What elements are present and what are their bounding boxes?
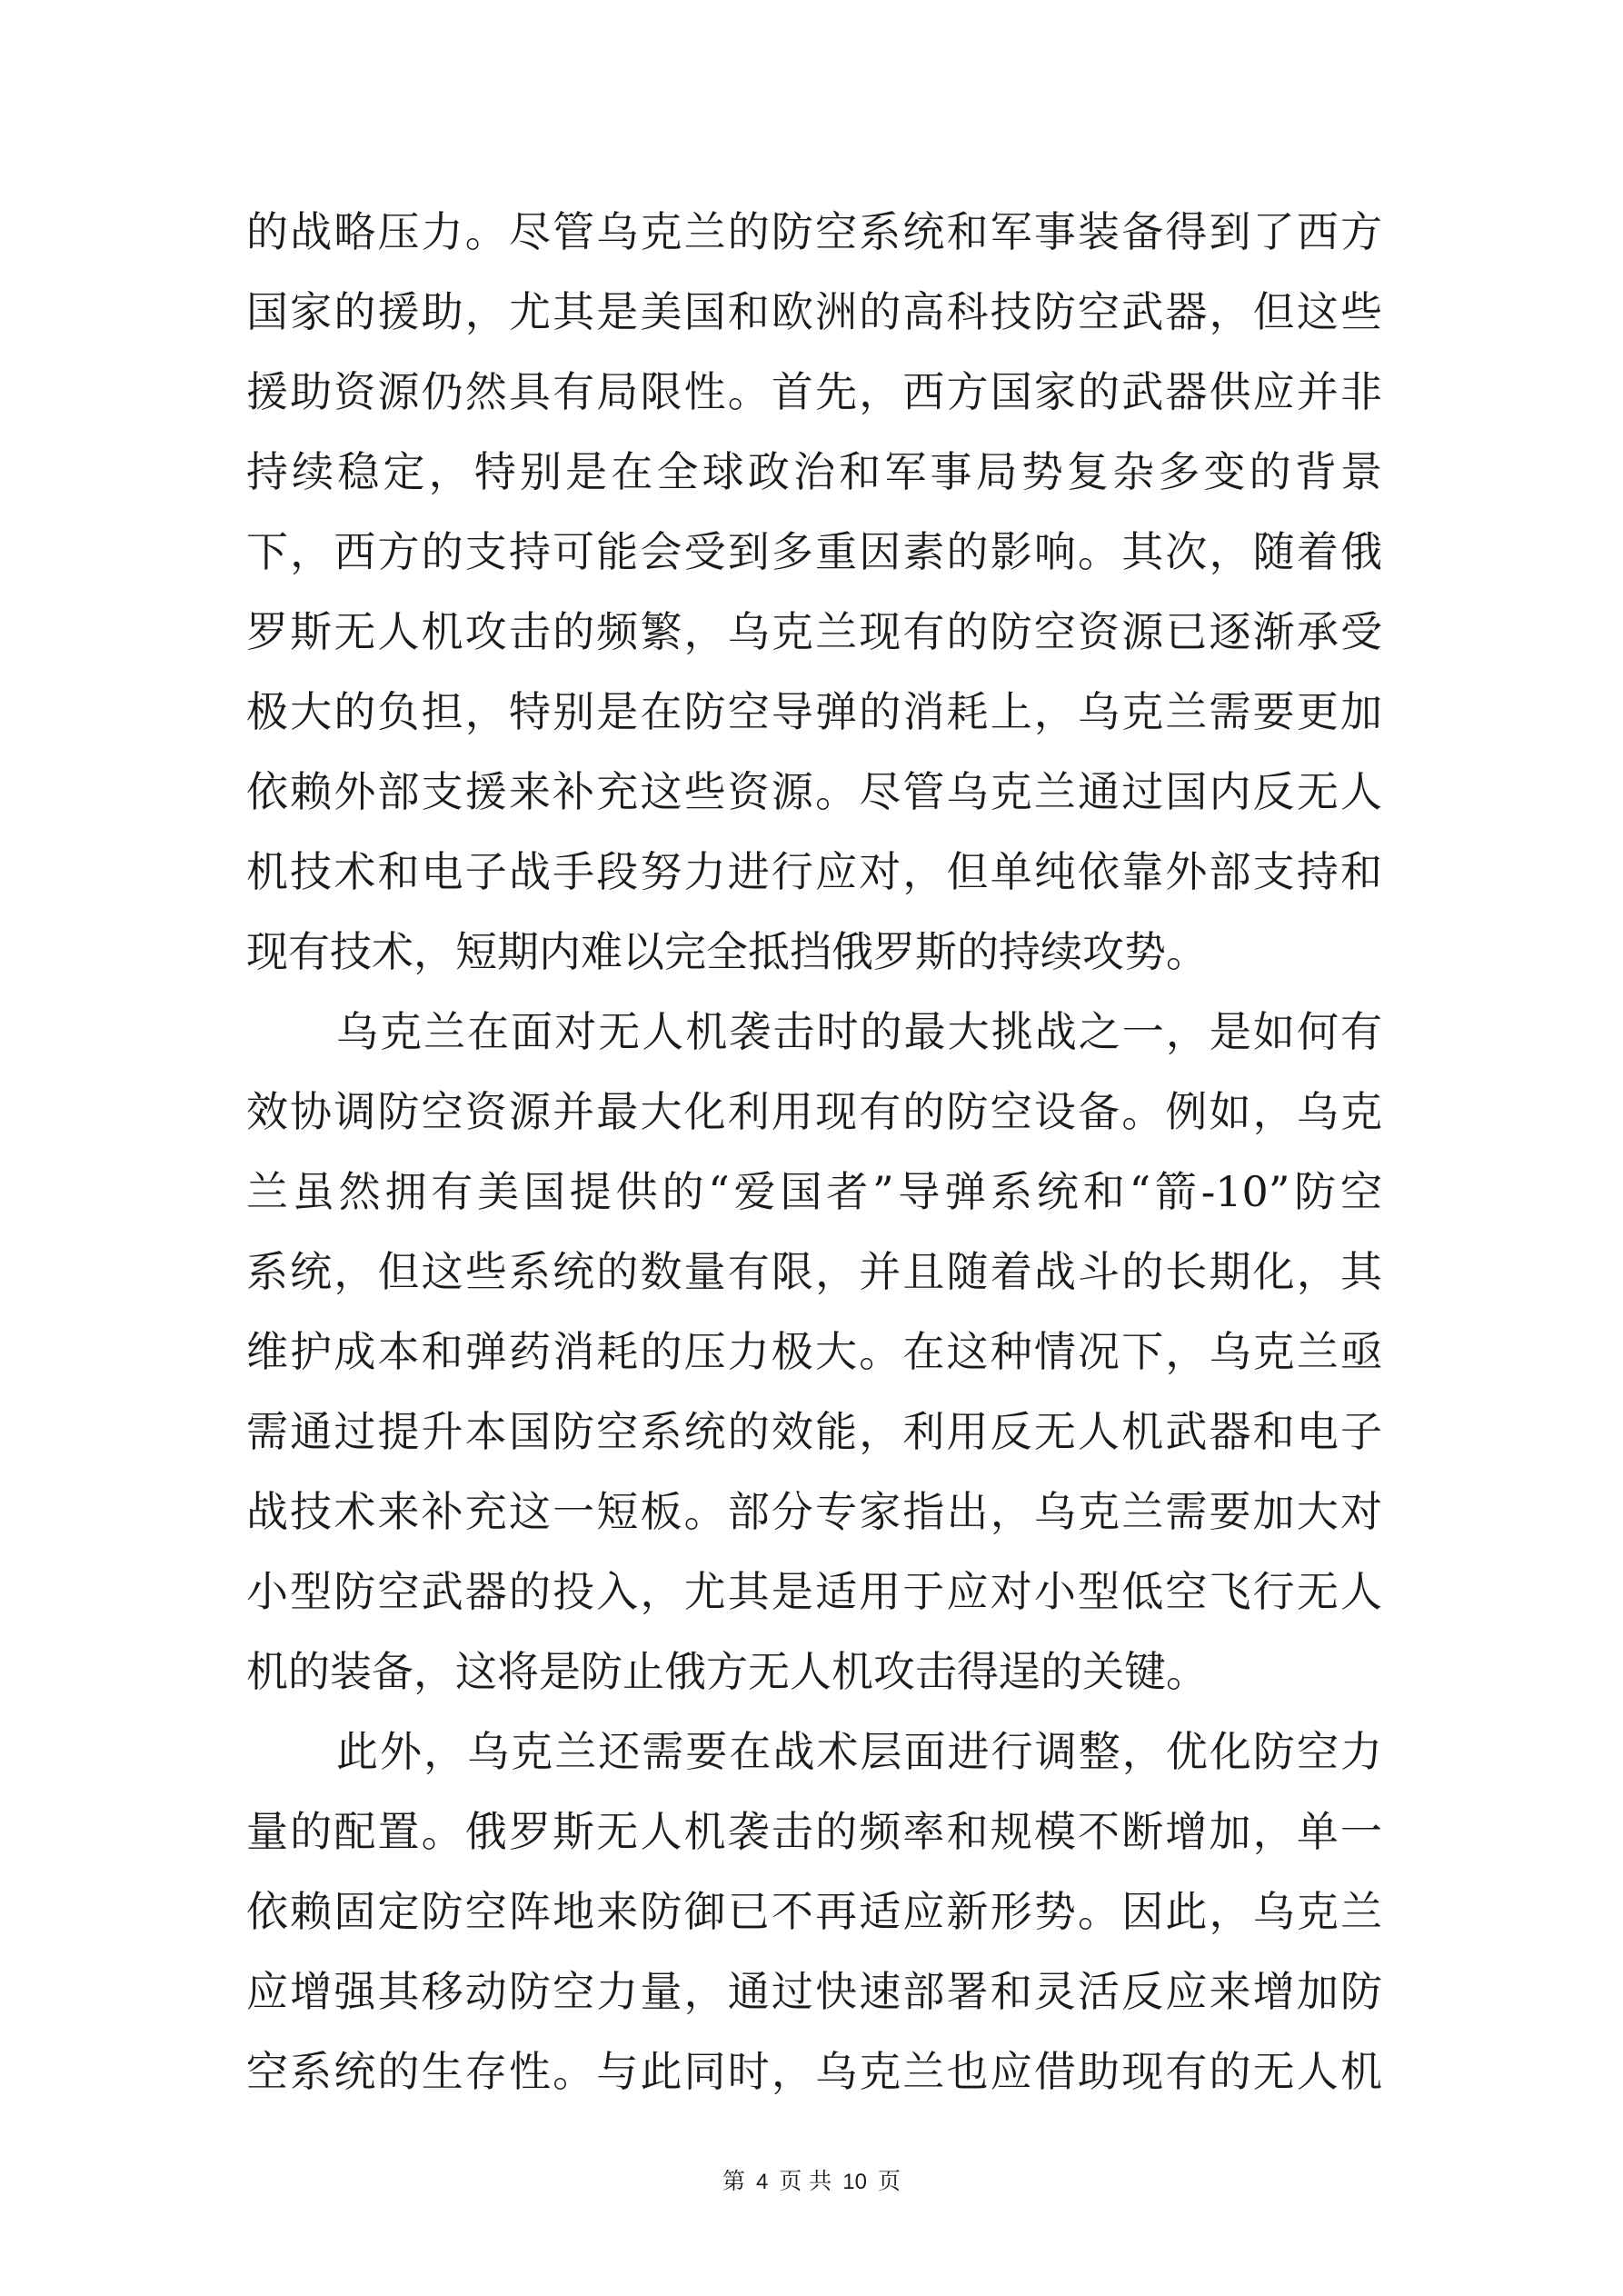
paragraph-2-line-2: 效协调防空资源并最大化利用现有的防空设备。例如，乌克 <box>246 1087 1382 1136</box>
paragraph-2-line-1: 乌克兰在面对无人机袭击时的最大挑战之一，是如何有 <box>336 1007 1382 1056</box>
paragraph-2-line-9: 机的装备，这将是防止俄方无人机攻击得逞的关键。 <box>246 1647 1208 1696</box>
paragraph-3-line-3: 依赖固定防空阵地来防御已不再适应新形势。因此，乌克兰 <box>246 1887 1382 1936</box>
footer-middle: 页 共 <box>779 2168 832 2194</box>
paragraph-1-line-10: 现有技术，短期内难以完全抵挡俄罗斯的持续攻势。 <box>246 927 1208 976</box>
paragraph-3-line-2: 量的配置。俄罗斯无人机袭击的频率和规模不断增加，单一 <box>246 1807 1382 1856</box>
footer-suffix: 页 <box>878 2168 901 2194</box>
paragraph-1-line-3: 援助资源仍然具有局限性。首先，西方国家的武器供应并非 <box>246 367 1382 416</box>
paragraph-1-line-4: 持续稳定，特别是在全球政治和军事局势复杂多变的背景 <box>246 447 1382 496</box>
paragraph-1-line-6: 罗斯无人机攻击的频繁，乌克兰现有的防空资源已逐渐承受 <box>246 607 1382 656</box>
paragraph-1-line-2: 国家的援助，尤其是美国和欧洲的高科技防空武器，但这些 <box>246 287 1382 336</box>
paragraph-2-line-8: 小型防空武器的投入，尤其是适用于应对小型低空飞行无人 <box>246 1567 1382 1616</box>
paragraph-2-line-5: 维护成本和弹药消耗的压力极大。在这种情况下，乌克兰亟 <box>246 1327 1382 1376</box>
paragraph-2-line-7: 战技术来补充这一短板。部分专家指出，乌克兰需要加大对 <box>246 1487 1382 1536</box>
paragraph-3-line-4: 应增强其移动防空力量，通过快速部署和灵活反应来增加防 <box>246 1967 1382 2016</box>
paragraph-3-line-1: 此外，乌克兰还需要在战术层面进行调整，优化防空力 <box>336 1727 1382 1776</box>
paragraph-2-line-3: 兰虽然拥有美国提供的“爱国者”导弹系统和“箭-10”防空 <box>246 1167 1382 1216</box>
paragraph-1-line-5: 下，西方的支持可能会受到多重因素的影响。其次，随着俄 <box>246 527 1382 576</box>
paragraph-2-line-4: 系统，但这些系统的数量有限，并且随着战斗的长期化，其 <box>246 1247 1382 1296</box>
paragraph-1-line-9: 机技术和电子战手段努力进行应对，但单纯依靠外部支持和 <box>246 847 1382 896</box>
paragraph-1-line-8: 依赖外部支援来补充这些资源。尽管乌克兰通过国内反无人 <box>246 767 1382 816</box>
current-page-number: 4 <box>755 2170 769 2194</box>
paragraph-1-line-7: 极大的负担，特别是在防空导弹的消耗上，乌克兰需要更加 <box>246 687 1382 736</box>
total-pages-number: 10 <box>842 2170 867 2194</box>
footer-prefix: 第 <box>722 2168 745 2194</box>
page-footer <box>0 2163 1623 2196</box>
paragraph-3-line-5: 空系统的生存性。与此同时，乌克兰也应借助现有的无人机 <box>246 2047 1382 2096</box>
paragraph-1-line-1: 的战略压力。尽管乌克兰的防空系统和军事装备得到了西方 <box>246 207 1382 256</box>
paragraph-2-line-6: 需通过提升本国防空系统的效能，利用反无人机武器和电子 <box>246 1407 1382 1456</box>
